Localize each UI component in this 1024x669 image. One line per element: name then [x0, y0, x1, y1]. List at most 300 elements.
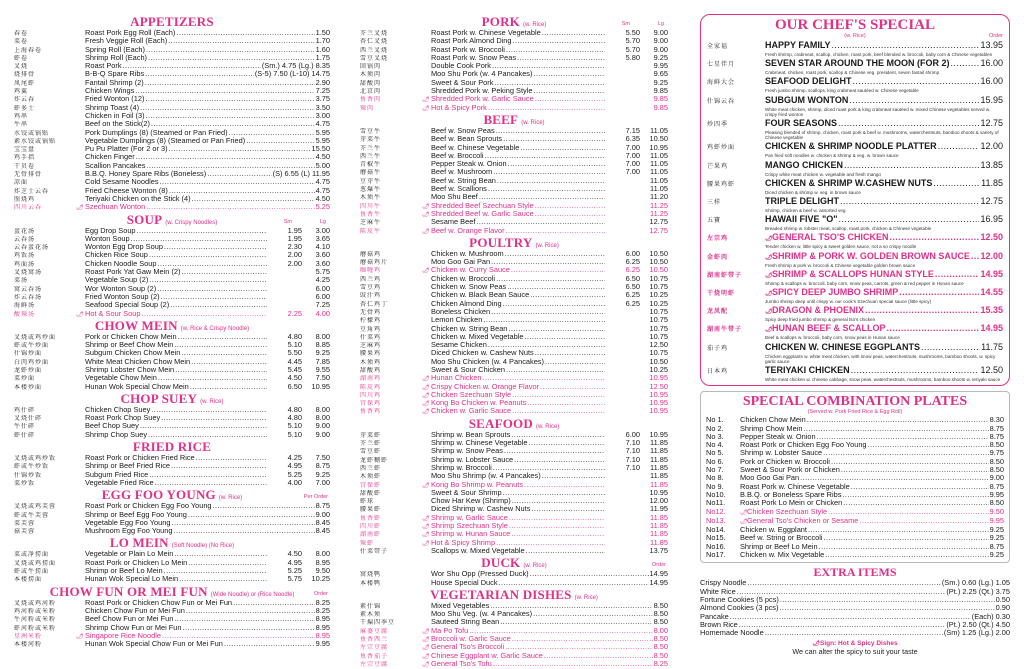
item-name: Shrimp Lobster Chow Mein [85, 364, 175, 374]
price-large: 10.50 [649, 356, 668, 366]
dot-leader [512, 407, 605, 415]
dot-leader [533, 610, 653, 618]
chef-special-description: Chicken eggplants w. white meat chicken, with snow peas, waterchestnuts, mushrooms, bamboo shoots, w. spicy garlic sauce [765, 353, 996, 364]
chef-special-description: Crabmeat, chicken, roast pork, scallop & Chinese veg. president, seven fantail shrimp [765, 70, 940, 76]
dot-leader [500, 618, 652, 626]
menu-section [360, 15, 668, 112]
dot-leader [491, 308, 605, 316]
price-large: 11.05 [650, 125, 668, 135]
dot-leader [493, 168, 605, 176]
dot-leader [933, 178, 980, 188]
chinese-name: 虾或牛炒面 [14, 343, 50, 350]
dot-leader [838, 118, 979, 128]
pepper-icon: 🌶 [422, 661, 430, 668]
spicy-legend-text: Sign: Hot & Spicy Dishes [819, 640, 898, 648]
item-name: Beef w. Broccoli [431, 150, 484, 160]
section-note: (w. Rice) [523, 22, 547, 28]
section-title-text: POULTRY [469, 234, 533, 250]
item-name: Hot & Sour Soup [85, 308, 141, 318]
section-header [14, 213, 330, 227]
pepper-icon: 🌶 [740, 509, 748, 516]
chef-special-name: DRAGON & PHOENIX [772, 305, 865, 316]
dot-leader [146, 203, 314, 211]
item-name: Vegetable Egg Foo Young [85, 517, 171, 527]
price-small: 6.50 [287, 381, 302, 391]
chinese-name: 西兰虾 [360, 465, 382, 472]
item-name: Hunan Chicken [431, 373, 482, 383]
price: 15.95 [980, 94, 1003, 105]
dot-leader [730, 613, 971, 621]
dot-leader [517, 54, 605, 62]
section-title [360, 236, 668, 253]
dot-leader [765, 629, 943, 637]
price-large: 12.50 [649, 340, 668, 350]
price-small: 6.50 [625, 273, 640, 283]
price: 13.85 [980, 159, 1003, 170]
chinese-name: 木须虾 [360, 474, 382, 481]
item-name: Moo Goo Gai Pan [740, 473, 800, 483]
item-name: White Meat Chicken Chow Mein [85, 356, 191, 366]
dot-leader [175, 366, 267, 374]
menu-item [360, 547, 668, 555]
item-name: General Tso's Chicken or Sesame [747, 515, 859, 525]
item-name: Roast Pork Chop Suey [85, 413, 161, 423]
menu-item [14, 95, 330, 103]
price-large: 11.85 [650, 521, 668, 531]
chinese-name: 虾或牛炒饭 [14, 464, 50, 471]
price-large: 8.95 [315, 557, 330, 567]
chef-special-item [707, 118, 1003, 140]
large-size-header: Lg [657, 21, 664, 27]
extra-items-list [700, 579, 1010, 637]
chinese-name: 炸芝士云吞 [14, 188, 50, 195]
section-note: (w. Rice) [521, 119, 545, 126]
price-large: 8.75 [315, 461, 330, 471]
menu-item [14, 137, 330, 145]
menu-item [360, 489, 668, 497]
chinese-name: 左宗豆腐 [360, 645, 389, 652]
menu-section [14, 440, 330, 487]
menu-item [360, 54, 668, 62]
chinese-name: 照烧鸡 [14, 196, 36, 203]
section-title [360, 556, 668, 573]
menu-item [14, 170, 330, 178]
section-title [14, 488, 330, 505]
item-name: Beef Chow Fun or Mei Fun [85, 614, 174, 624]
dot-leader [535, 202, 605, 210]
price: 4.50 [315, 152, 330, 162]
dot-leader [825, 551, 988, 559]
dot-leader [174, 615, 314, 623]
dot-leader [544, 652, 653, 660]
price: (Sm) 1.25 (Lg.) 2.00 [943, 628, 1010, 638]
chef-special-item [707, 141, 1003, 158]
menu-item [14, 422, 330, 430]
item-name: Fried Wonton (12) [85, 94, 145, 104]
combination-number: No 4. [706, 440, 724, 450]
chinese-name: 蘑菇鸡 [360, 251, 382, 258]
item-name: Vegetable Dumplings (8) (Steamed or Pan Fried) [85, 135, 246, 145]
combination-number: No12. [706, 506, 726, 516]
section-header [14, 15, 330, 29]
price-small: 4.80 [287, 404, 302, 414]
section-title [360, 417, 668, 434]
item-name: Beef w. Bean Sprouts [431, 134, 503, 144]
dot-leader [157, 285, 267, 293]
price: 9.25 [989, 533, 1004, 543]
price-large: 9.25 [653, 52, 668, 62]
price: 5.95 [315, 135, 330, 145]
section-title [14, 15, 330, 29]
pepper-icon: 🌶 [812, 641, 820, 648]
menu-item [360, 95, 668, 103]
chinese-name: 鱼香茄子 [360, 653, 389, 660]
item-name: Shrimp w. Broccoli [431, 462, 492, 472]
small-size-header: Sm [283, 218, 292, 225]
price: 9.95 [989, 489, 1004, 499]
chinese-name: 鸡翼 [14, 89, 29, 96]
price-small: 5.80 [625, 52, 640, 62]
item-name: Diced Chicken w. Cashew Nuts [431, 348, 534, 358]
item-name: Beef w. Mushroom [431, 167, 493, 177]
chef-special-name: TRIPLE DELIGHT [765, 196, 839, 207]
chef-special-description: Tender chicken w. little spicy & sweet golden sauce, not a so crispy noodle [765, 244, 917, 250]
dot-leader [865, 305, 979, 315]
chef-special-row [707, 287, 1003, 299]
chinese-name: 雪豆牛 [360, 128, 382, 135]
pepper-icon: 🌶 [765, 272, 773, 279]
dot-leader [527, 399, 605, 407]
item-name: Roast Pork w. Chinese Vegetable [740, 481, 850, 491]
dot-leader [161, 414, 267, 422]
chinese-name: 炒四季 [707, 122, 729, 129]
chinese-name: 叉烧或鸡河粉 [14, 600, 57, 607]
item-name: Vegetable Soup (2) [85, 275, 149, 285]
price-large: 12.75 [649, 217, 668, 227]
menu-item [360, 144, 668, 152]
price-large: 9.50 [315, 566, 330, 576]
price-large: 7.50 [315, 453, 330, 463]
dot-leader [832, 40, 980, 50]
item-name: Roast Pork or Chicken Lo Mein [85, 557, 188, 567]
menu-item [360, 258, 668, 266]
dot-leader [169, 145, 311, 153]
item-name: Chicken Szechuan Style [747, 506, 828, 516]
dot-leader [841, 466, 989, 474]
price-large: 6.00 [315, 283, 330, 293]
price-large: 9.85 [653, 86, 668, 96]
chinese-name: 四川鸡 [360, 392, 382, 399]
price-large: 3.60 [315, 258, 330, 268]
menu-item [360, 447, 668, 455]
chef-special-item [707, 178, 1003, 195]
menu-item [14, 251, 330, 259]
pepper-icon: 🌶 [422, 376, 430, 383]
price-small: 4.80 [287, 413, 302, 423]
section-title-text: CHOP SUEY [120, 390, 198, 406]
price-large: 11.85 [650, 529, 668, 539]
chef-special-row [707, 305, 1003, 317]
price: 16.00 [980, 58, 1003, 69]
price-large: 7.25 [315, 300, 330, 310]
dot-leader [149, 471, 267, 479]
item-name: Scallion Pancakes [85, 160, 146, 170]
combination-plate-item [706, 551, 1004, 559]
menu-item [360, 308, 668, 316]
pepper-icon: 🌶 [765, 327, 773, 334]
menu-item [14, 112, 330, 120]
chinese-name: 云吞汤 [14, 236, 36, 243]
chinese-name: 七星伴月 [707, 62, 736, 69]
chef-special-item [707, 269, 1003, 286]
item-name: Roast Pork or Chicken Egg Foo Young [740, 440, 867, 450]
dot-leader [839, 214, 980, 224]
item-name: Diced Shrimp w. Cashew Nuts [431, 504, 531, 514]
item-name: Shrimp w. Bean Sprouts [431, 429, 511, 439]
item-name: Vegetable Chow Mein [85, 373, 157, 383]
chef-special-item [707, 76, 1003, 93]
dot-leader [808, 526, 989, 534]
section-title [14, 585, 330, 602]
chinese-name: 水饺或锅贴 [14, 130, 50, 137]
chinese-name: 白肉鸡炒面 [14, 359, 50, 366]
item-name: Chinese Eggplant w. Garlic Sauce [431, 650, 543, 660]
menu-section [14, 585, 330, 649]
menu-item [360, 366, 668, 374]
chinese-name: 海鲜汤 [14, 303, 36, 310]
chef-special-name: SUBGUM WONTON [765, 94, 849, 105]
dot-leader [196, 454, 267, 462]
price: 8.30 [989, 415, 1004, 425]
price-large: 11.85 [650, 446, 668, 456]
dot-leader [499, 579, 649, 587]
dot-leader [136, 153, 315, 161]
chinese-name: 云吞蛋花汤 [14, 245, 50, 252]
pepper-icon: 🌶 [765, 254, 773, 261]
chinese-name: 叉烧 [14, 64, 29, 71]
dot-leader [496, 275, 605, 283]
dot-leader [938, 141, 980, 151]
chinese-name: 菜汤 [14, 278, 29, 285]
dot-leader [170, 301, 267, 309]
chef-special-name: MANGO CHICKEN [765, 159, 843, 170]
item-name: Chicken Finger [85, 152, 135, 162]
menu-item [360, 530, 668, 538]
chef-special-description: Fresh shrimp & pork w. broccoli & Chinese vegetable golden brown sauce [765, 262, 916, 268]
price-small: 4.25 [287, 453, 302, 463]
section-header [14, 319, 330, 333]
price-large: 12.00 [649, 496, 668, 506]
price: 4.75 [315, 119, 330, 129]
price-large: 10.50 [649, 257, 668, 267]
chinese-name: 干煸四季豆 [360, 620, 396, 627]
price: (Pt.) 2.50 (Qt.) 4.50 [946, 619, 1010, 629]
chinese-name: 烧排骨 [14, 72, 36, 79]
section-title-text: CHOW MEIN [94, 317, 178, 333]
price-small: 1.95 [287, 225, 302, 235]
item-name: Roast Pork [85, 61, 122, 71]
menu-item [14, 243, 330, 251]
chinese-name: 日本鸡 [707, 369, 729, 376]
price: 5.95 [315, 127, 330, 137]
chinese-name: 湖南鸡 [360, 376, 382, 383]
item-name: Shrimp or Beef Egg Foo Young [85, 509, 187, 519]
chinese-name: 什锦云吞 [707, 98, 736, 105]
price-large: 11.85 [650, 471, 668, 481]
price-small: 2.25 [287, 308, 302, 318]
price-small: 4.95 [287, 557, 302, 567]
price: 8.00 [653, 625, 668, 635]
item-name: Chicken w. Snow Peas [431, 282, 507, 292]
chinese-name: 陈皮鸡 [360, 384, 382, 391]
menu-item [360, 168, 668, 176]
chinese-name: 素什锦 [360, 603, 382, 610]
price-large: 9.25 [653, 77, 668, 87]
price-large: 10.75 [649, 282, 668, 292]
combination-number: No 9. [706, 481, 724, 491]
item-name: B-B-Q Spare Ribs [85, 69, 145, 79]
item-name: Beef w. Orange Flavor [431, 225, 505, 235]
chinese-name: 虾球 [360, 499, 375, 506]
menu-item [14, 235, 330, 243]
combination-number: No13. [706, 515, 726, 525]
order-header: Order [313, 590, 328, 597]
chinese-name: 辣虾 [360, 540, 375, 547]
chinese-name: 干贝卷 [14, 163, 36, 170]
item-name: B.B.Q. Honey Spare Ribs (Boneless) [85, 169, 207, 179]
price: (S-5) 7.50 (L-10) 14.75 [254, 69, 330, 79]
price: 9.95 [315, 639, 330, 649]
chef-special-name: SEAFOOD DELIGHT [765, 76, 852, 87]
price-small: 5.10 [287, 429, 302, 439]
price: 8.75 [315, 501, 330, 511]
chinese-name: 五寶 [707, 218, 722, 225]
dot-leader [140, 422, 267, 430]
menu-item [14, 454, 330, 462]
order-header: Per Order [303, 494, 328, 501]
dot-leader [145, 95, 314, 103]
dot-leader [141, 310, 267, 318]
price-small: 4.50 [287, 373, 302, 383]
combination-number: No16. [706, 541, 726, 551]
price-large: 8.00 [315, 549, 330, 559]
item-name: Chicken Noodle Soup [85, 258, 157, 268]
price-small: 4.80 [287, 331, 302, 341]
price-small: 4.45 [287, 356, 302, 366]
section-note: (Soft Noodle) (No Rice) [171, 543, 235, 550]
item-name: Shredded Pork w. Peking Style [431, 86, 533, 96]
chinese-name: 腰果鸡虾 [707, 181, 736, 188]
menu-item [14, 527, 330, 535]
price: 11.75 [981, 341, 1003, 352]
chef-special-item [707, 251, 1003, 268]
price-large: 10.75 [649, 323, 668, 333]
dot-leader [207, 170, 271, 178]
dot-leader [188, 559, 267, 567]
chinese-name: 窝烧鸭 [360, 572, 382, 579]
pepper-icon: 🌶 [422, 540, 430, 547]
chinese-name: 龙虾炒面 [14, 367, 43, 374]
chinese-name: 芒果鸡 [707, 163, 729, 170]
chef-special-item [707, 160, 1003, 177]
item-name: Homemade Noodle [700, 628, 764, 638]
item-name: Roast Pork Lo Mein or Chicken [740, 498, 843, 508]
large-size-header: Lg [319, 218, 326, 225]
section-title-text: LO MEIN [109, 535, 169, 551]
combination-number: No 7. [706, 465, 724, 475]
chinese-name: 鱼香鸡 [360, 409, 382, 416]
menu-item [14, 462, 330, 470]
dot-leader [780, 596, 995, 604]
item-name: Wonton Egg Drop Soup [85, 242, 163, 252]
chef-special-item [707, 232, 1003, 249]
chinese-name: 牛什碎 [14, 424, 36, 431]
chinese-name: 鸡河粉或米粉 [14, 608, 57, 615]
item-name: Hunan Wok Special Lo Mein [85, 574, 179, 584]
dot-leader [512, 391, 605, 399]
chef-special-item [707, 40, 1003, 57]
chinese-name: 杏仁鸡丁 [360, 301, 389, 308]
chinese-name: 木须肉 [360, 72, 382, 79]
item-name: Chicken Rice Soup [85, 250, 148, 260]
item-name: Sesame Chicken [431, 340, 487, 350]
section-header [14, 585, 330, 599]
item-name: Roast Pork Almond Ding [431, 36, 512, 46]
price-large: 13.75 [649, 545, 668, 555]
chinese-name: 鱼香西兰 [360, 637, 389, 643]
dot-leader [535, 210, 605, 218]
price-large: 3.60 [315, 250, 330, 260]
item-name: Chicken w. String Bean [431, 323, 508, 333]
item-name: Shrimp or Beef Fried Rice [85, 461, 171, 471]
chinese-name: 无骨排骨 [14, 172, 43, 179]
price: 14.95 [980, 323, 1003, 334]
chef-special-description: Fresh shrimp, crabmeat, scallop, chicken, roast pork, beef blended w. broccoli, baby corn & Chinese vegetables [765, 52, 992, 57]
item-name: General Tso's Broccoli [431, 642, 505, 652]
item-name: Moo Shu Beef [431, 192, 478, 202]
chef-special-item [707, 95, 1003, 117]
section-title [14, 392, 330, 409]
menu-item [14, 153, 330, 161]
dot-leader [921, 342, 980, 352]
price-large: 8.00 [315, 404, 330, 414]
price-large: 9.65 [653, 69, 668, 79]
dot-leader [179, 575, 267, 583]
menu-item [14, 383, 330, 391]
chinese-name: 芽菜牛 [360, 137, 382, 144]
chinese-name: 鸡饭汤 [14, 253, 36, 260]
combination-number: No15. [706, 533, 726, 543]
chef-special-name: GENERAL TSO'S CHICKEN [772, 232, 889, 243]
item-name: Shrimp Toast (4) [85, 102, 140, 112]
menu-item [14, 29, 330, 37]
menu-item [360, 399, 668, 407]
price: 1.75 [315, 52, 330, 62]
dot-leader [503, 300, 605, 308]
price: 9.25 [989, 550, 1004, 560]
dot-leader [181, 349, 267, 357]
dot-leader [511, 530, 605, 538]
menu-item [14, 178, 330, 186]
price: 8.75 [989, 481, 1004, 491]
price: 3.75 [315, 94, 330, 104]
dot-leader [174, 341, 267, 349]
chef-special-item [707, 58, 1003, 75]
section-header [14, 536, 330, 550]
price-small: 2.30 [287, 242, 302, 252]
pepper-icon: 🌶 [422, 97, 430, 104]
chinese-name: 湖南牛带子 [707, 327, 743, 334]
